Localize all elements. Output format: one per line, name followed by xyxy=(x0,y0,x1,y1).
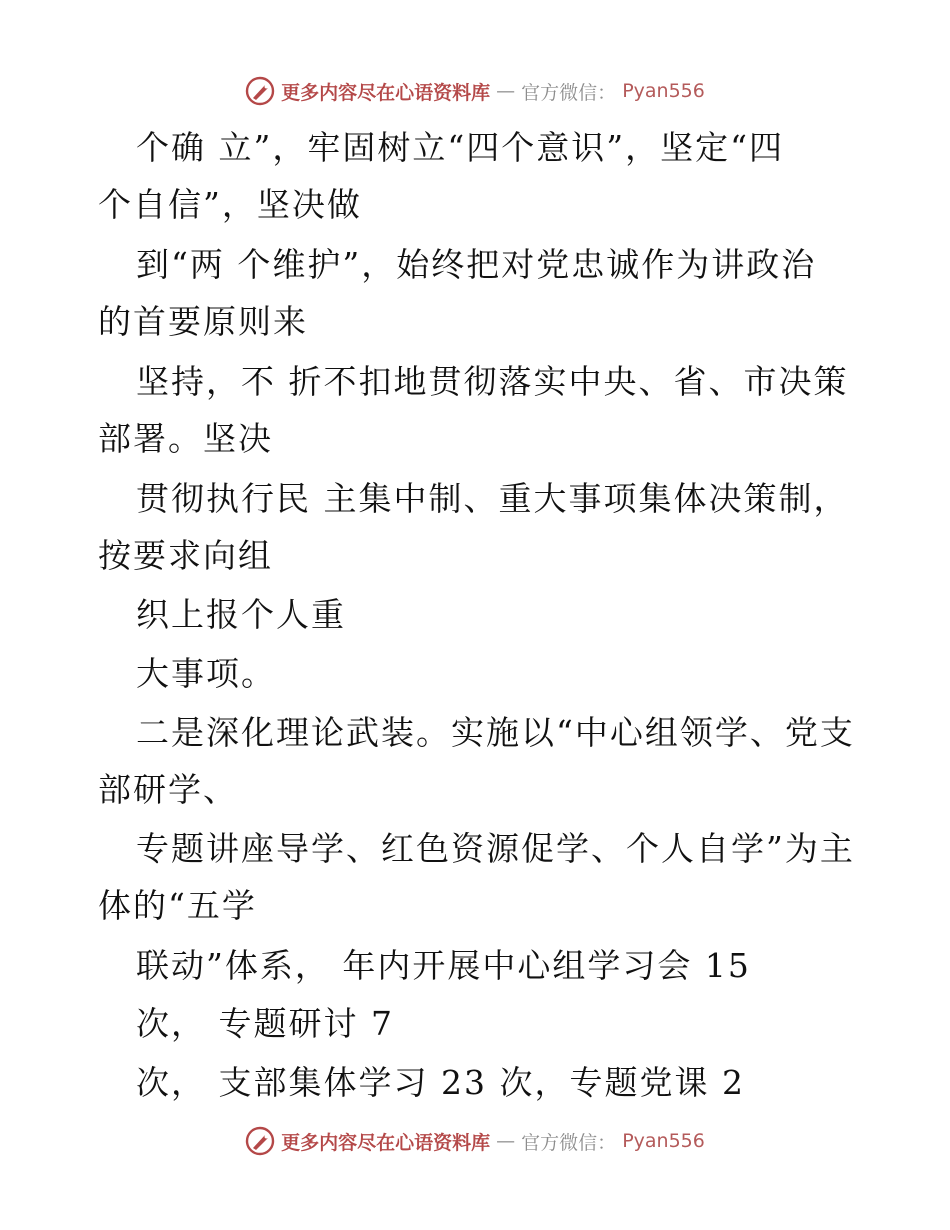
watermark-separator: — xyxy=(496,1130,516,1152)
watermark-separator: — xyxy=(496,80,516,102)
text-line: 专题讲座导学、红色资源促学、个人自学”为主 xyxy=(136,829,855,868)
watermark-label: 官方微信： xyxy=(521,81,617,104)
pen-seal-icon xyxy=(245,76,275,106)
watermark-account: Pyan556 xyxy=(622,80,705,102)
watermark-brand: 更多内容尽在心语资料库 xyxy=(281,1131,491,1154)
watermark-account: Pyan556 xyxy=(622,1130,705,1152)
header-watermark xyxy=(0,71,950,111)
text-line: 部署。坚决 xyxy=(98,419,273,458)
text-line: 贯彻执行民 主集中制、重大事项集体决策制， xyxy=(136,479,849,518)
text-line: 联动”体系， 年内开展中心组学习会 15 xyxy=(136,946,751,985)
watermark-label: 官方微信： xyxy=(521,1131,617,1154)
text-line: 织上报个人重 xyxy=(136,595,346,634)
text-line: 大事项。 xyxy=(136,654,276,693)
text-line: 部研学、 xyxy=(98,770,238,809)
text-line: 二是深化理论武装。实施以“中心组领学、党支 xyxy=(136,713,855,752)
text-line: 体的“五学 xyxy=(98,886,257,925)
pen-seal-icon xyxy=(245,1126,275,1156)
text-line: 个自信”，坚决做 xyxy=(98,185,362,224)
text-line: 次， 支部集体学习 23 次，专题党课 2 xyxy=(136,1063,745,1102)
footer-watermark xyxy=(0,1121,950,1161)
text-line: 次， 专题研讨 7 xyxy=(136,1004,394,1043)
text-line: 按要求向组 xyxy=(98,536,273,575)
text-line: 到“两 个维护”，始终把对党忠诚作为讲政治 xyxy=(136,245,817,284)
watermark-brand: 更多内容尽在心语资料库 xyxy=(281,81,491,104)
text-line: 个确 立”，牢固树立“四个意识”，坚定“四 xyxy=(136,128,784,167)
text-line: 的首要原则来 xyxy=(98,302,308,341)
text-line: 坚持，不 折不扣地贯彻落实中央、省、市决策 xyxy=(136,362,849,401)
